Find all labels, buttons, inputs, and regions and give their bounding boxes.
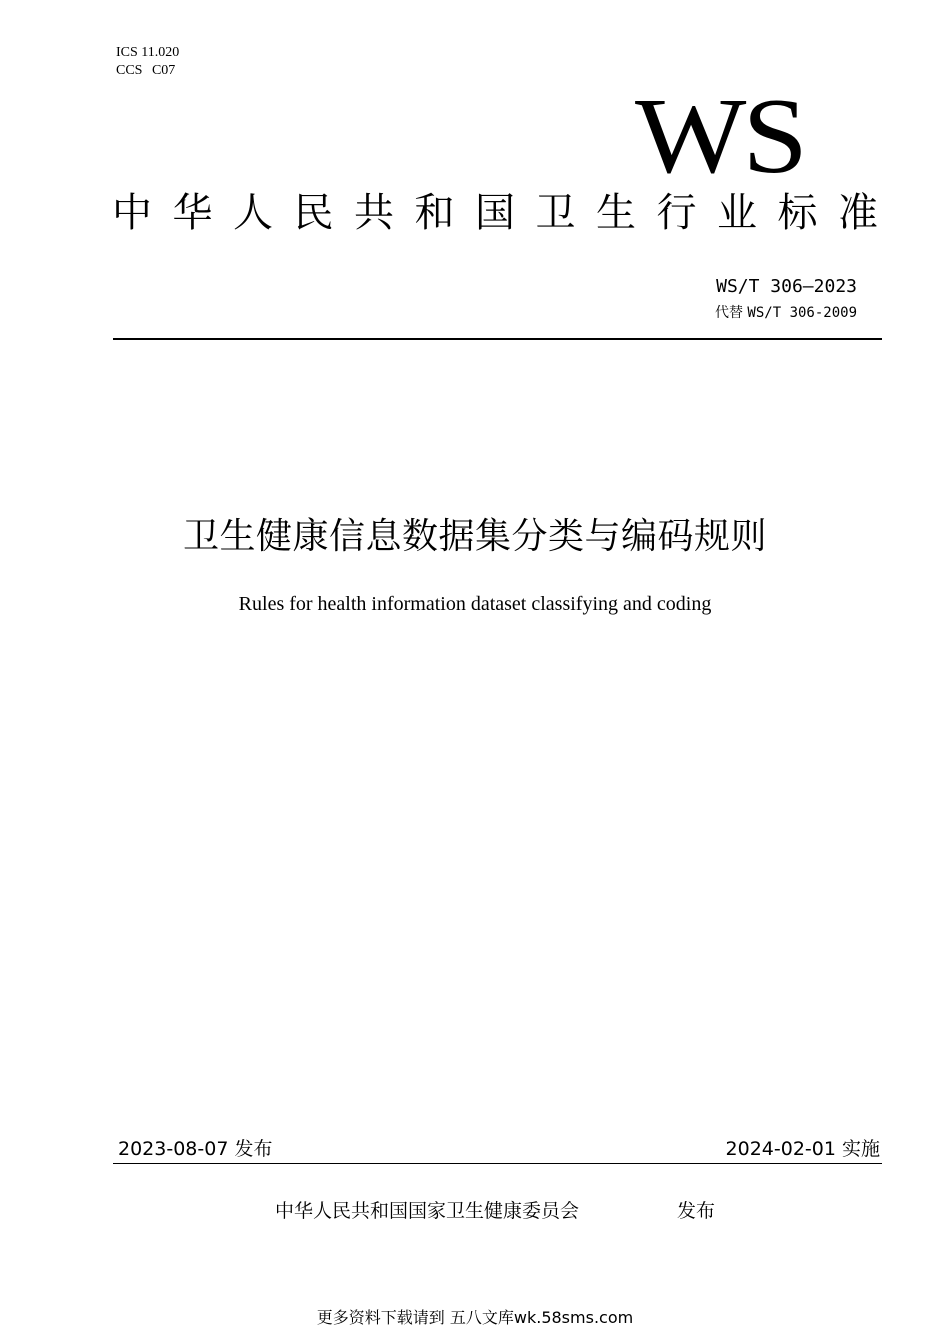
ccs-code: CCS C07 (116, 63, 176, 78)
bottom-divider (113, 1163, 882, 1164)
ws-logo: WS (635, 75, 804, 197)
issuer-name: 中华人民共和国国家卫生健康委员会 (275, 1200, 580, 1222)
header-title: 中华人民共和国卫生行业标准 (112, 190, 899, 236)
replaces-code: WS/T 306-2009 (747, 305, 857, 321)
publish-date: 2023-08-07 发布 (118, 1138, 273, 1160)
ics-code: ICS 11.020 (116, 45, 180, 60)
document-title: 卫生健康信息数据集分类与编码规则 (182, 516, 767, 557)
document-subtitle: Rules for health information dataset classifying and coding (238, 593, 712, 615)
replaces-label: 代替 (714, 305, 743, 321)
issuer-verb: 发布 (677, 1200, 716, 1222)
standard-code: WS/T 306—2023 (716, 276, 857, 297)
implement-date: 2024-02-01 实施 (725, 1138, 880, 1160)
top-divider (113, 338, 882, 340)
replaces-line (715, 304, 857, 322)
footer-watermark: 更多资料下载请到 五八文库wk.58sms.com (316, 1308, 634, 1327)
